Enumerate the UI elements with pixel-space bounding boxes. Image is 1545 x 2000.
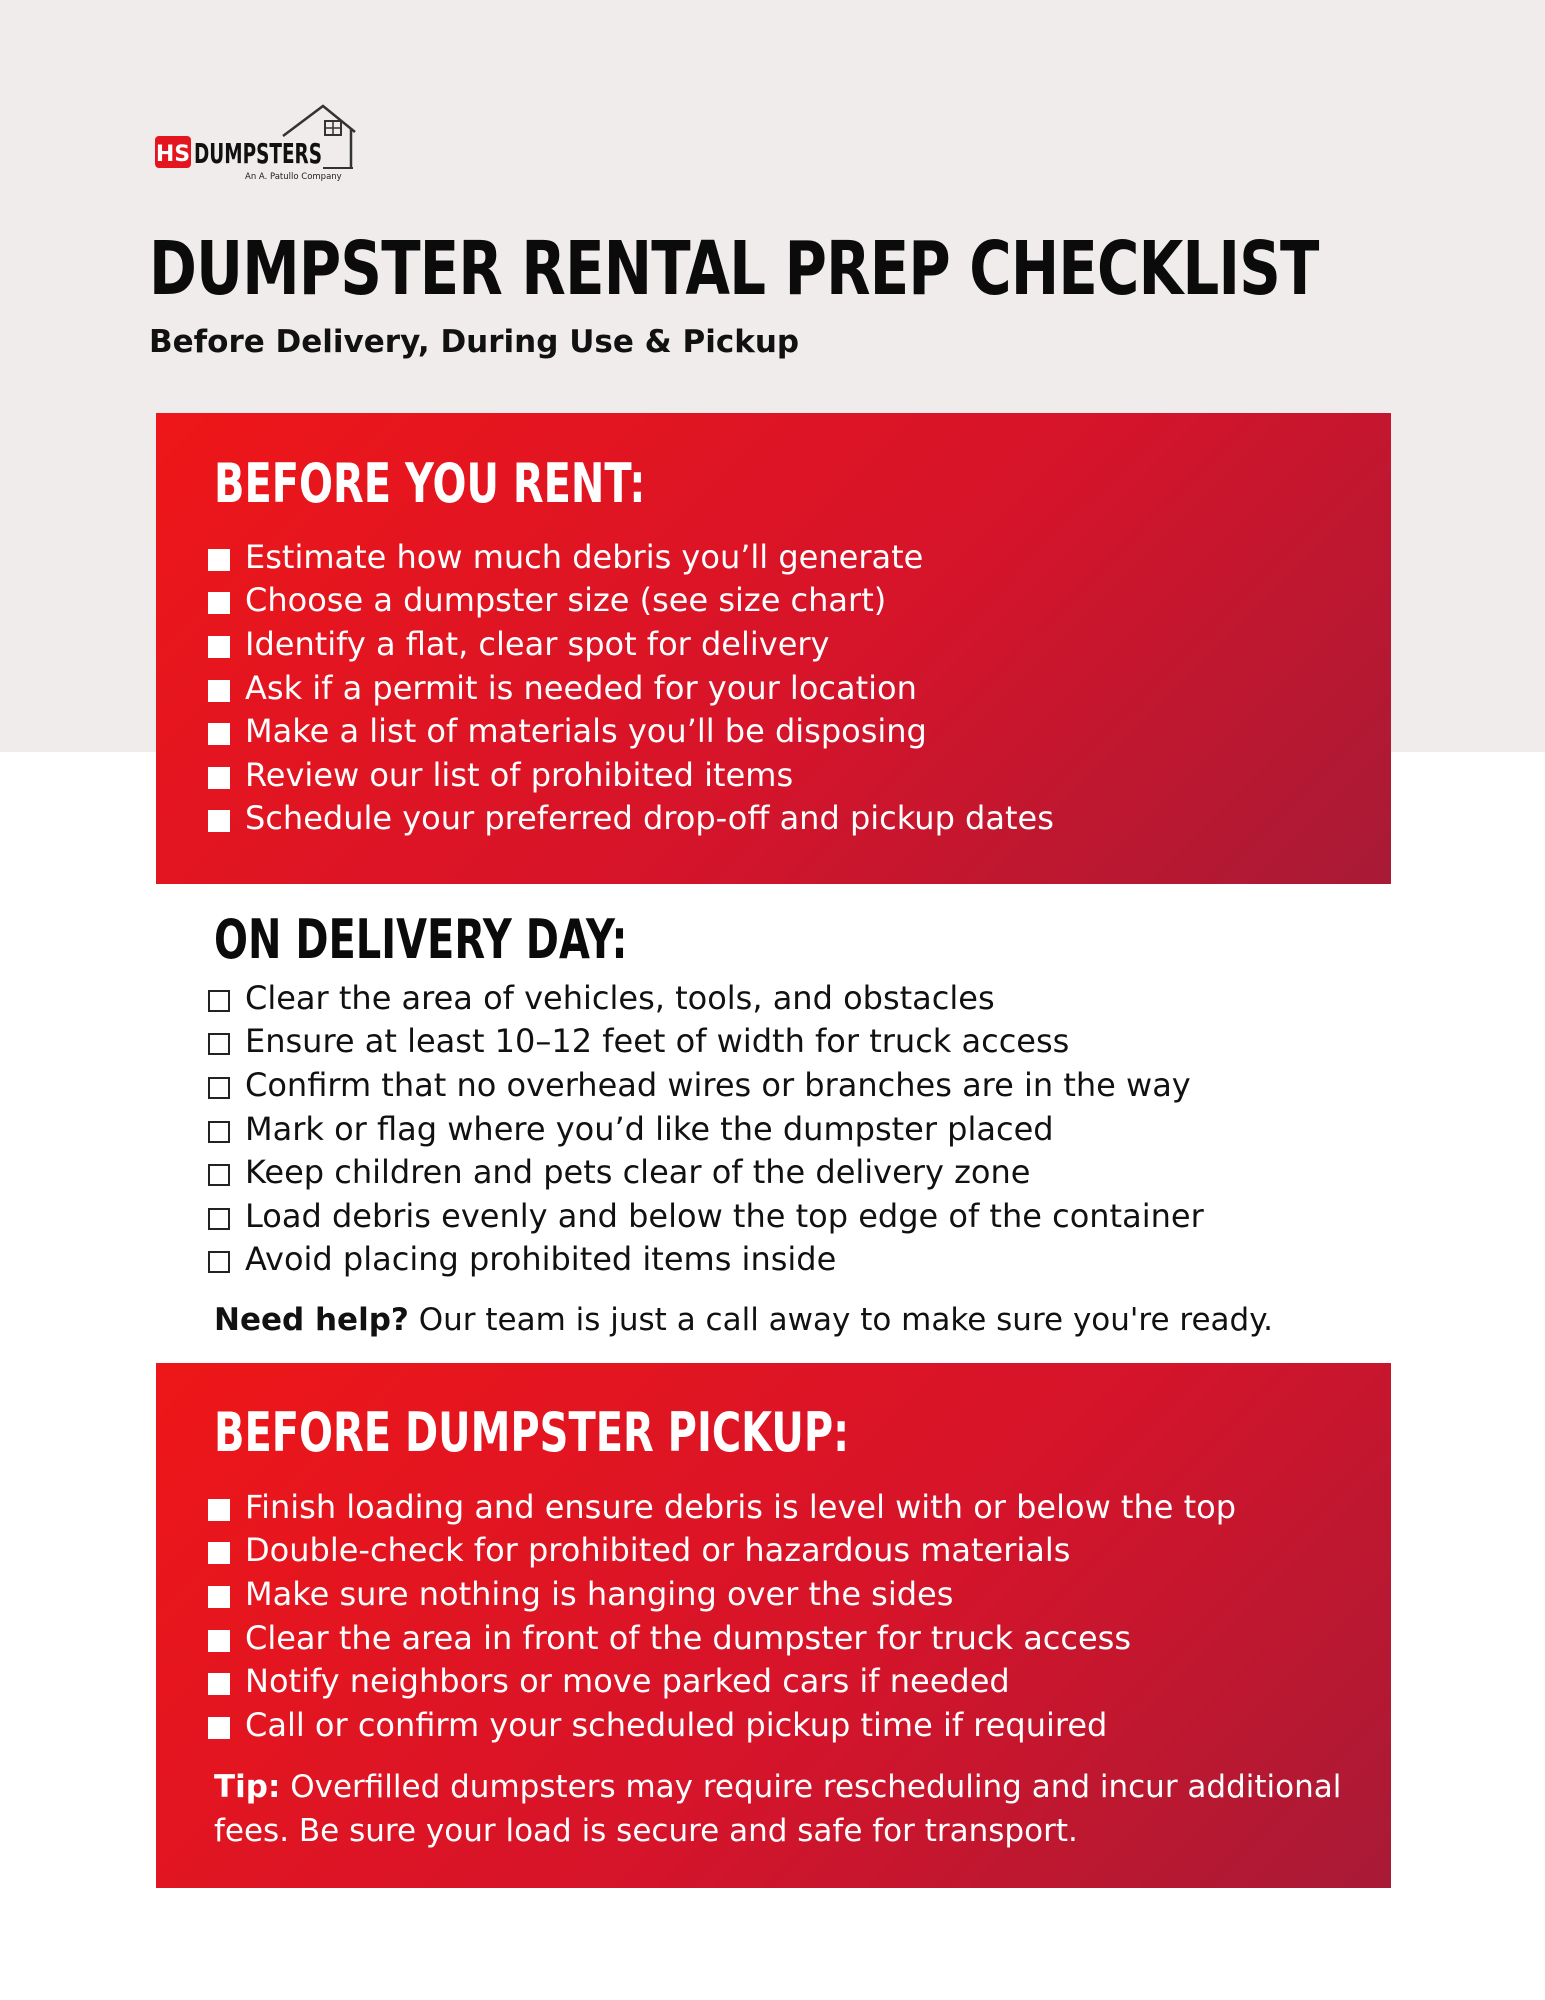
- checklist-item: [208, 1572, 1236, 1616]
- checklist-item-label: Load debris evenly and below the top edge of the container: [245, 1196, 1204, 1235]
- help-note-label: Need help?: [214, 1302, 409, 1338]
- checklist-item-label: Estimate how much debris you’ll generate: [245, 537, 924, 576]
- checkbox[interactable]: [208, 1033, 230, 1055]
- checklist-item: [208, 1703, 1236, 1747]
- checklist-item-label: Ask if a permit is needed for your location: [245, 668, 917, 707]
- checklist-item: [208, 1194, 1204, 1238]
- checkbox[interactable]: [208, 680, 230, 702]
- help-note-text: Our team is just a call away to make sure you're ready.: [408, 1302, 1273, 1338]
- checkbox[interactable]: [208, 1077, 230, 1099]
- checklist-item-label: Choose a dumpster size (see size chart): [245, 581, 887, 620]
- checklist-item-label: Mark or flag where you’d like the dumpster placed: [245, 1109, 1054, 1148]
- checklist-item-label: Keep children and pets clear of the delivery zone: [245, 1153, 1031, 1192]
- checklist-item-label: Call or confirm your scheduled pickup time if required: [245, 1705, 1108, 1744]
- checklist-item-label: Clear the area in front of the dumpster for truck access: [245, 1618, 1132, 1657]
- checkbox[interactable]: [208, 1121, 230, 1143]
- help-note: [214, 1298, 1273, 1342]
- checklist-item: [208, 579, 1054, 623]
- checkbox[interactable]: [208, 1251, 230, 1273]
- checkbox[interactable]: [208, 1717, 230, 1739]
- checklist-item: [208, 1238, 1204, 1282]
- checkbox[interactable]: [208, 1673, 230, 1695]
- section-heading-before-you-rent: BEFORE YOU RENT:: [214, 452, 646, 515]
- checkbox[interactable]: [208, 723, 230, 745]
- checklist-item: [208, 535, 1054, 579]
- checklist-item-label: Schedule your preferred drop-off and pickup dates: [245, 799, 1054, 838]
- checkbox[interactable]: [208, 636, 230, 658]
- before-you-rent-checklist: [208, 535, 1054, 840]
- checklist-item: [208, 1529, 1236, 1573]
- checklist-item-label: Ensure at least 10–12 feet of width for truck access: [245, 1022, 1070, 1061]
- checklist-item: [208, 976, 1204, 1020]
- checklist-item: [208, 1107, 1204, 1151]
- checkbox[interactable]: [208, 767, 230, 789]
- checklist-item-label: Identify a flat, clear spot for delivery: [245, 624, 830, 663]
- checklist-item: [208, 709, 1054, 753]
- checklist-item: [208, 753, 1054, 797]
- tip-note: [214, 1765, 1354, 1853]
- checkbox[interactable]: [208, 810, 230, 832]
- checklist-item: [208, 1485, 1236, 1529]
- checkbox[interactable]: [208, 549, 230, 571]
- checklist-item-label: Notify neighbors or move parked cars if needed: [245, 1662, 1010, 1701]
- checkbox[interactable]: [208, 1586, 230, 1608]
- page-title: DUMPSTER RENTAL PREP CHECKLIST: [149, 226, 1319, 312]
- checkbox[interactable]: [208, 1208, 230, 1230]
- checklist-item: [208, 1150, 1204, 1194]
- checkbox[interactable]: [208, 1164, 230, 1186]
- page-subtitle: Before Delivery, During Use & Pickup: [149, 324, 800, 360]
- tip-note-text: Overfilled dumpsters may require rescheduling and incur additional fees. Be sure your load is secure and safe for transport.: [214, 1769, 1342, 1849]
- checklist-item-label: Clear the area of vehicles, tools, and obstacles: [245, 978, 995, 1017]
- company-logo: [155, 104, 355, 184]
- checklist-item-label: Review our list of prohibited items: [245, 755, 794, 794]
- logo-name-text: DUMPSTERS: [194, 137, 322, 170]
- tip-note-label: Tip:: [214, 1769, 281, 1805]
- checklist-item: [208, 666, 1054, 710]
- checklist-item: [208, 1659, 1236, 1703]
- section-heading-on-delivery-day: ON DELIVERY DAY:: [214, 908, 628, 971]
- logo-badge-text: HS: [155, 142, 191, 167]
- checkbox[interactable]: [208, 990, 230, 1012]
- checklist-item: [208, 1020, 1204, 1064]
- checklist-item-label: Make a list of materials you’ll be disposing: [245, 712, 927, 751]
- section-heading-before-pickup: BEFORE DUMPSTER PICKUP:: [214, 1401, 850, 1464]
- house-logo-icon: [155, 104, 355, 184]
- checklist-item: [208, 622, 1054, 666]
- checkbox[interactable]: [208, 592, 230, 614]
- checkbox[interactable]: [208, 1542, 230, 1564]
- checklist-item: [208, 1616, 1236, 1660]
- checklist-item-label: Finish loading and ensure debris is level with or below the top: [245, 1487, 1237, 1526]
- checkbox[interactable]: [208, 1630, 230, 1652]
- checklist-item-label: Confirm that no overhead wires or branches are in the way: [245, 1065, 1191, 1104]
- checklist-item: [208, 1063, 1204, 1107]
- checklist-item-label: Make sure nothing is hanging over the sides: [245, 1574, 954, 1613]
- checklist-item-label: Double-check for prohibited or hazardous materials: [245, 1531, 1071, 1570]
- checklist-item-label: Avoid placing prohibited items inside: [245, 1240, 837, 1279]
- checkbox[interactable]: [208, 1499, 230, 1521]
- checklist-item: [208, 797, 1054, 841]
- on-delivery-day-checklist: [208, 976, 1204, 1281]
- before-pickup-checklist: [208, 1485, 1236, 1747]
- logo-tagline: An A. Patullo Company: [245, 172, 342, 182]
